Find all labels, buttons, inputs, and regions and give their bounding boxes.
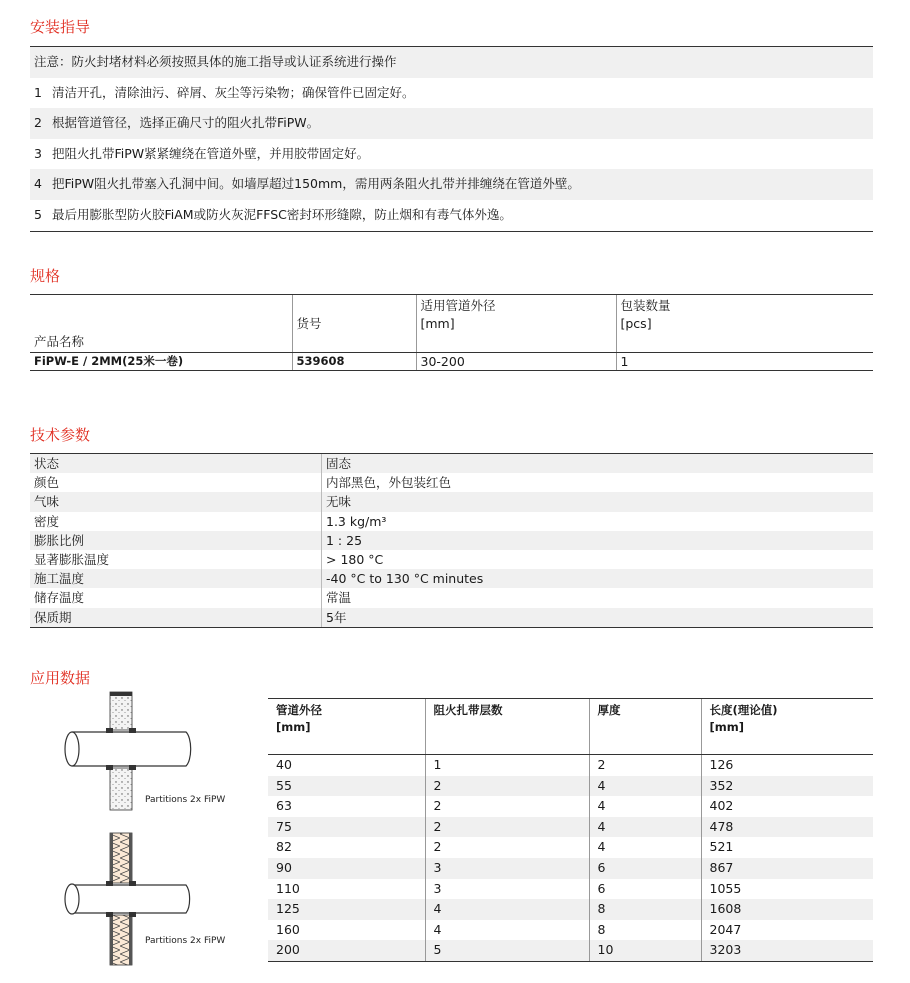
table-row: 90 3 6 867 <box>268 858 873 879</box>
step-text: 根据管道管径，选择正确尺寸的阻火扎带FiPW。 <box>52 115 320 131</box>
tech-key: 显著膨胀温度 <box>30 550 322 569</box>
tech-value: 常温 <box>326 590 352 606</box>
figure-label: Partitions 2x FiPW <box>145 936 226 946</box>
step-number: 1 <box>34 84 42 100</box>
tech-key: 膨胀比例 <box>30 531 322 550</box>
install-step <box>30 108 873 139</box>
table-row: 125 4 8 1608 <box>268 899 873 920</box>
tech-value: 1 : 25 <box>326 532 363 548</box>
table-row: 40 1 2 126 <box>268 755 873 776</box>
install-step <box>30 139 873 170</box>
tech-key: 施工温度 <box>30 569 322 588</box>
app-header-length: 长度(理论值) [mm] <box>701 699 873 755</box>
tech-key: 保质期 <box>30 608 322 627</box>
pipe-icon <box>65 728 191 770</box>
tech-value: > 180 °C <box>326 551 384 567</box>
step-number: 2 <box>34 115 42 131</box>
tech-table <box>30 453 873 628</box>
app-title: 应用数据 <box>30 669 91 687</box>
table-row: 55 2 4 352 <box>268 776 873 797</box>
tech-value: 5年 <box>326 609 347 625</box>
install-step <box>30 78 873 109</box>
tech-value: 无味 <box>326 494 352 510</box>
table-row: 75 2 4 478 <box>268 817 873 838</box>
tech-row <box>30 550 873 569</box>
tech-row <box>30 588 873 607</box>
table-row: 63 2 4 402 <box>268 796 873 817</box>
tech-value: 固态 <box>326 456 352 471</box>
tech-value: -40 °C to 130 °C minutes <box>326 571 484 587</box>
figure-label: Partitions 2x FiPW <box>145 795 226 805</box>
tech-value: 内部黑色，外包装红色 <box>326 475 452 491</box>
app-header-layers: 阻火扎带层数 <box>425 699 589 755</box>
install-instructions <box>30 46 873 232</box>
tech-title: 技术参数 <box>30 426 91 444</box>
step-number: 4 <box>34 176 42 192</box>
table-row: 160 4 8 2047 <box>268 920 873 941</box>
table-row <box>30 353 873 371</box>
step-number: 3 <box>34 145 42 161</box>
table-row: 200 5 10 3203 <box>268 940 873 961</box>
spec-header-diameter: 适用管道外径 [mm] <box>416 295 616 353</box>
tech-key: 储存温度 <box>30 588 322 607</box>
tech-row <box>30 492 873 511</box>
tech-row <box>30 454 873 473</box>
tech-row <box>30 531 873 550</box>
spec-table <box>30 294 873 371</box>
spec-title: 规格 <box>30 267 61 285</box>
table-row: 82 2 4 521 <box>268 837 873 858</box>
table-row: 110 3 6 1055 <box>268 879 873 900</box>
tech-key: 状态 <box>30 454 322 473</box>
app-table <box>268 698 873 962</box>
install-title: 安装指导 <box>30 18 91 36</box>
tech-key: 密度 <box>30 512 322 531</box>
install-note: 注意：防火封堵材料必须按照具体的施工指导或认证系统进行操作 <box>30 47 873 78</box>
step-text: 把FiPW阻火扎带塞入孔洞中间。如墙厚超过150mm，需用两条阻火扎带并排缠绕在管道外壁。 <box>52 176 580 192</box>
tech-row <box>30 473 873 492</box>
spec-qty: 1 <box>616 353 873 371</box>
spec-header-code: 货号 <box>292 295 416 353</box>
tech-row <box>30 512 873 531</box>
pipe-icon <box>65 881 190 917</box>
tech-value: 1.3 kg/m³ <box>326 513 387 529</box>
tech-key: 颜色 <box>30 473 322 492</box>
tech-key: 气味 <box>30 492 322 511</box>
installation-diagram <box>60 690 200 970</box>
install-step <box>30 200 873 231</box>
app-header-diameter: 管道外径 [mm] <box>268 699 425 755</box>
step-text: 最后用膨胀型防火胶FiAM或防火灰泥FFSC密封环形缝隙，防止烟和有毒气体外逸。 <box>52 206 512 222</box>
spec-header-name: 产品名称 <box>30 295 292 353</box>
step-number: 5 <box>34 206 42 222</box>
step-text: 清洁开孔，清除油污、碎屑、灰尘等污染物；确保管件已固定好。 <box>52 84 415 100</box>
spec-product-name: FiPW-E / 2MM(25米一卷) <box>30 353 292 371</box>
spec-header-qty: 包装数量 [pcs] <box>616 295 873 353</box>
app-header-thickness: 厚度 <box>589 699 701 755</box>
tech-row <box>30 608 873 627</box>
step-text: 把阻火扎带FiPW紧紧缠绕在管道外壁，并用胶带固定好。 <box>52 145 370 161</box>
install-step <box>30 169 873 200</box>
tech-row <box>30 569 873 588</box>
spec-diameter: 30-200 <box>416 353 616 371</box>
spec-product-code: 539608 <box>292 353 416 371</box>
